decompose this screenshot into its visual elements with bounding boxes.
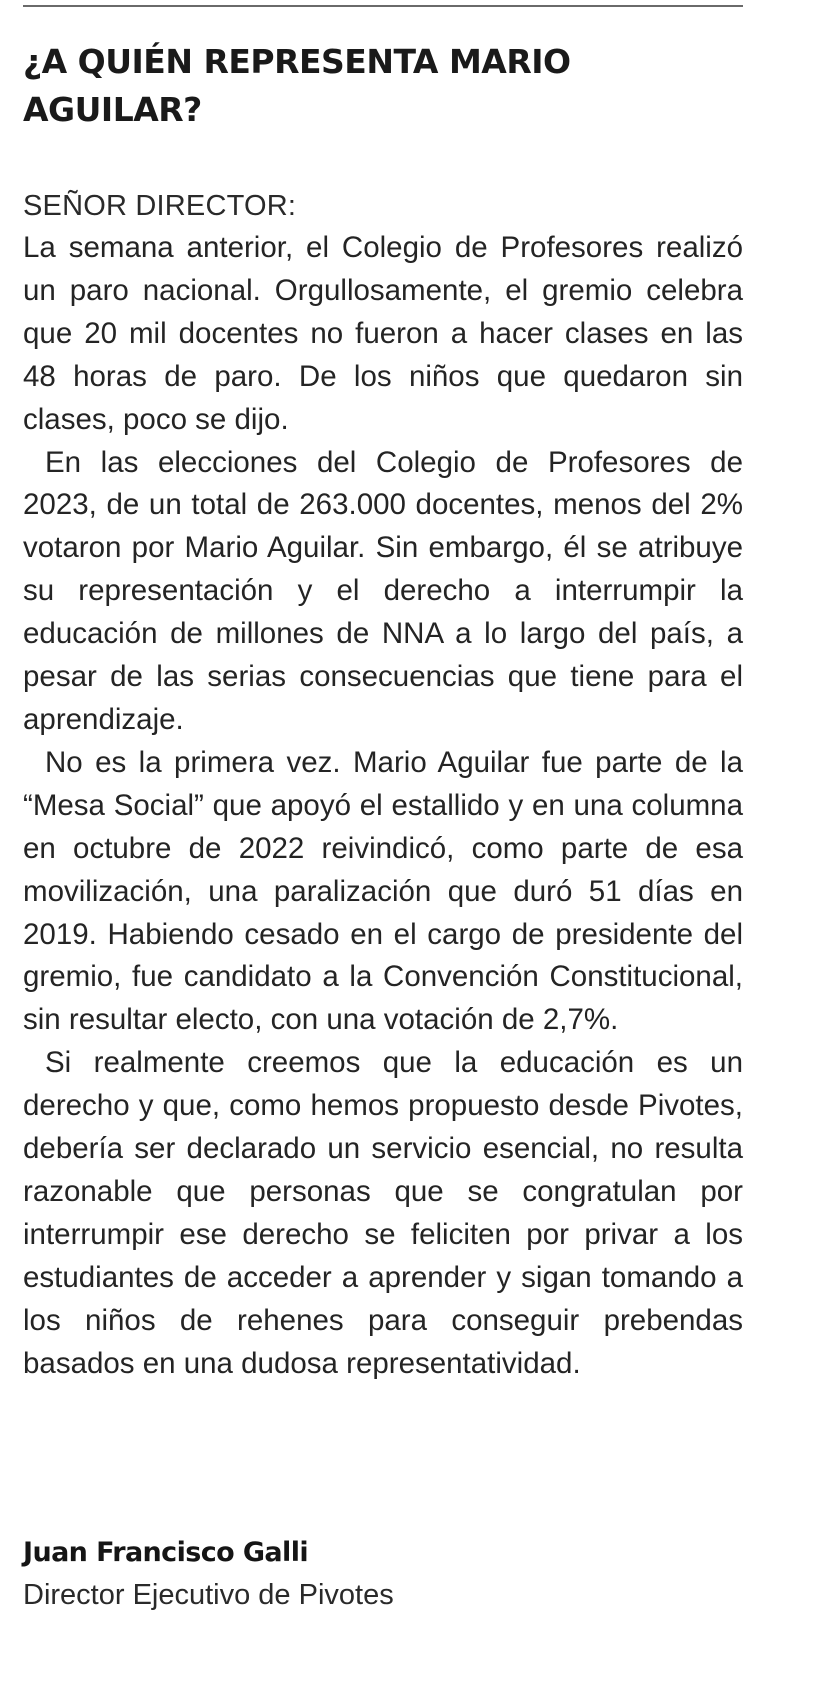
letter-headline: ¿A QUIÉN REPRESENTA MARIO AGUILAR? (23, 42, 571, 129)
salutation: SEÑOR DIRECTOR: (23, 190, 297, 222)
letter-body (23, 227, 743, 1385)
paragraph: No es la primera vez. Mario Aguilar fue parte de la “Mesa Social” que apoyó el estallido y en una columna en octubre de 2022 reivindicó, como parte de esa movilización, una paralización que duró 51 días en 2019. Habiendo cesado en el cargo de presidente del gremio, fue candidato a la Convención Constitucional, sin resultar electo, con una votación de 2,7%. (23, 745, 743, 1037)
author-name: Juan Francisco Galli (23, 1537, 309, 1568)
paragraph: La semana anterior, el Colegio de Profesores realizó un paro nacional. Orgullosamente, el gremio celebra que 20 mil docentes no fueron a hacer clases en las 48 horas de paro. De los niños que quedaron sin clases, poco se dijo. (23, 231, 743, 436)
paragraph: Si realmente creemos que la educación es un derecho y que, como hemos propuesto desde Pivotes, debería ser declarado un servicio esencial, no resulta razonable que personas que se congratulan por interrumpir ese derecho se feliciten por privar a los estudiantes de acceder a aprender y sigan tomando a los niños de rehenes para conseguir prebendas basados en una dudosa representatividad. (23, 1046, 743, 1380)
author-role: Director Ejecutivo de Pivotes (23, 1579, 394, 1611)
top-divider (23, 5, 743, 7)
letter-to-editor (23, 0, 743, 1689)
paragraph: En las elecciones del Colegio de Profesores de 2023, de un total de 263.000 docentes, menos del 2% votaron por Mario Aguilar. Sin embargo, él se atribuye su representación y el derecho a interrumpir la educación de millones de NNA a lo largo del país, a pesar de las serias consecuencias que tiene para el aprendizaje. (23, 445, 743, 736)
signature-block (23, 1532, 743, 1616)
